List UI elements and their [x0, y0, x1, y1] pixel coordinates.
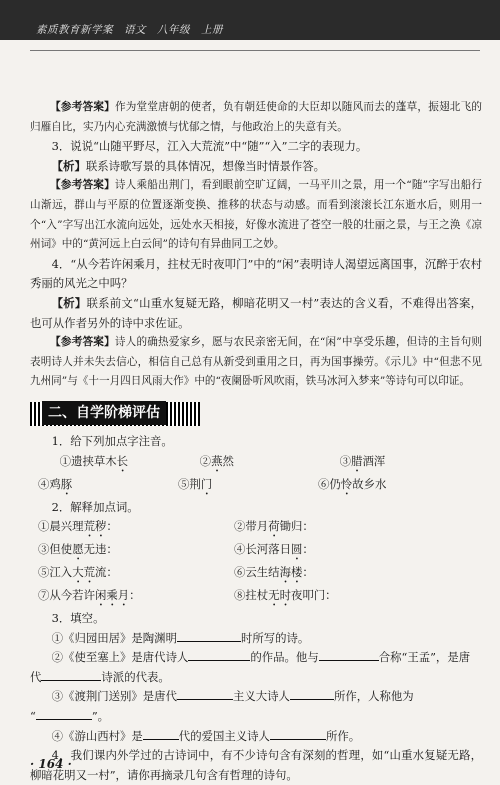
exercise-item: ③但使愿无违：	[38, 542, 118, 557]
exercise-item: ⑤荆门	[178, 476, 213, 491]
section-banner	[30, 402, 200, 426]
answer-blank[interactable]	[36, 707, 92, 720]
exercise-2-prompt: 2．解释加点词。	[51, 499, 139, 514]
exercise-item: ⑤江入大荒流：	[38, 565, 118, 580]
exercise-1-prompt: 1．给下列加点字注音。	[51, 433, 173, 448]
answer-blank[interactable]	[290, 687, 334, 700]
question-4: 4．“从今若许闲乘月，拄杖无时夜叩门”中的“闲”表明诗人渴望远离国事，沉醉于农村秀丽的风光之中吗？	[30, 256, 482, 291]
analysis-paragraph-1	[30, 157, 482, 177]
exercise-item: ②燕然	[199, 453, 234, 468]
page-content	[30, 98, 482, 785]
header-title: 素质教育新学案 语文 八年级 上册	[36, 24, 223, 36]
answer-blank[interactable]	[177, 629, 241, 642]
exercise-3-prompt: 3．填空。	[51, 611, 105, 626]
exercise-item: ④长河落日圆：	[234, 542, 314, 557]
exercise-item: ⑥云生结海楼：	[234, 565, 314, 580]
header-rule	[30, 50, 480, 51]
answer-blank[interactable]	[270, 727, 326, 740]
analysis-text: 联系诗歌写景的具体情况，想像当时情景作答。	[85, 158, 326, 173]
exercise-2-row	[30, 563, 482, 586]
exercise-item: ⑧拄杖无时夜叩门：	[234, 588, 337, 603]
answer-label: 【参考答案】	[50, 179, 115, 192]
answer-text: 诗人的确热爱家乡，愿与农民亲密无间，在“闲”中享受乐趣，但诗的主旨句则表明诗人并未失去信心，相信自己总有从新受到重用之日，再为国事操劳。《示儿》中“但悲不见九州同”与《十一月四日风雨大作》中的“夜阑卧听风吹雨，铁马冰河入梦来”等诗句可以印证。	[30, 336, 482, 388]
exercise-item: ①遗挟草木长	[59, 453, 129, 468]
analysis-label: 【析】	[51, 158, 86, 173]
answer-paragraph-2	[30, 176, 482, 254]
page-number: · 164 ·	[30, 757, 72, 771]
exercise-2-row	[30, 586, 482, 609]
exercise-2-row	[30, 517, 482, 540]
answer-paragraph-1	[30, 98, 482, 137]
exercise-1-row	[30, 475, 482, 498]
fill-line-2: ②《使至塞上》是唐代诗人 的作品。他与 合称“王孟”，是唐	[51, 650, 471, 665]
analysis-text: 联系前文“山重水复疑无路，柳暗花明又一村”表达的含义看，不难得出答案，也可从作者另外的诗中求佐证。	[30, 295, 482, 330]
answer-paragraph-3	[30, 333, 482, 392]
exercise-1-row	[30, 452, 482, 475]
answer-text: 作为堂堂唐朝的使者，负有朝廷使命的大臣却以随风而去的蓬草，振翅北飞的归雁自比，实乃内心充满激愤与忧郁之情，与他政治上的失意有关。	[30, 101, 482, 133]
answer-blank[interactable]	[177, 687, 233, 700]
exercise-item: ③腊酒浑	[339, 453, 386, 468]
header-bar	[0, 0, 500, 40]
section-title: 二、自学阶梯评估	[42, 401, 166, 425]
answer-label: 【参考答案】	[50, 101, 115, 113]
answer-blank[interactable]	[143, 727, 179, 740]
fill-line-3: ③《渡荆门送别》是唐代 主义大诗人 所作，人称他为	[51, 689, 414, 704]
fill-line-2-cont: 代 诗派的代表。	[30, 669, 170, 684]
analysis-label: 【析】	[51, 295, 87, 310]
exercise-4: 4．我们课内外学过的古诗词中，有不少诗句含有深刻的哲理，如“山重水复疑无路，柳暗花明又一村”，请你再摘录几句含有哲理的诗句。	[30, 748, 482, 782]
answer-text: 诗人乘船出荆门，看到眼前空旷辽阔，一马平川之景，用一个“随”字写出船行山渐远，群山与平原的位置逐渐变换、推移的状态与动感。而看到滚滚长江东逝水后，则用一个“入”字写出江水流向远处，远处水天相接，好像水流进了苍空一般的壮丽之景，与王之涣《凉州词》中的“黄河远上白云间”的诗句有异曲同工之妙。	[30, 179, 482, 251]
fill-line-4: ④《游山西村》是 代的爱国主义诗人 所作。	[51, 728, 361, 743]
exercise-2-row	[30, 540, 482, 563]
answer-blank[interactable]	[188, 648, 250, 661]
analysis-paragraph-2	[30, 294, 482, 333]
exercise-item: ②带月荷锄归：	[234, 519, 314, 534]
fill-line-1: ①《归园田居》是陶渊明 时所写的诗。	[51, 630, 310, 645]
fill-line-3-cont: “ ”。	[30, 709, 110, 724]
answer-blank[interactable]	[319, 648, 379, 661]
exercise-item: ①晨兴理荒秽：	[38, 519, 118, 534]
exercise-item: ④鸡豚	[38, 476, 73, 491]
answer-blank[interactable]	[41, 668, 101, 681]
exercise-item: ⑦从今若许闲乘月：	[38, 588, 141, 603]
question-3: 3．说说“山随平野尽，江入大荒流”中“随”“入”二字的表现力。	[51, 139, 368, 154]
exercise-item: ⑥仍怜故乡水	[318, 476, 387, 491]
answer-label: 【参考答案】	[50, 336, 115, 349]
